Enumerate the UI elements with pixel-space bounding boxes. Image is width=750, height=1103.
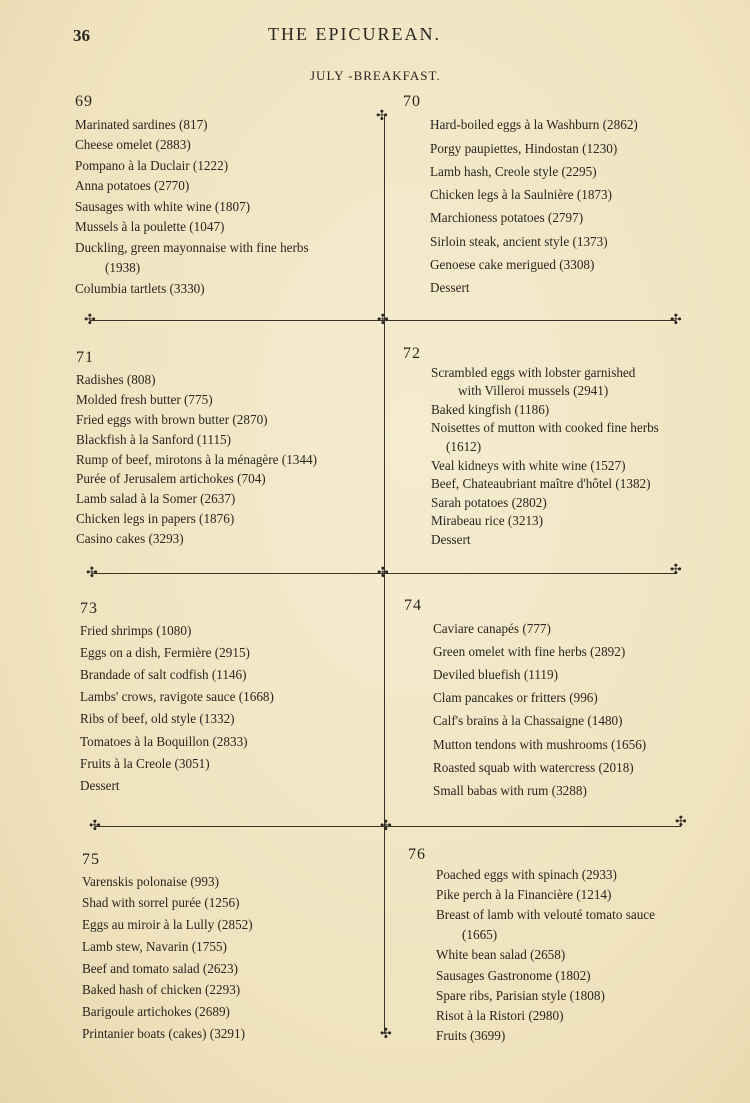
menu-item: Baked kingfish (1186) [431, 401, 550, 417]
menu-item: Tomatoes à la Boquillon (2833) [80, 733, 248, 749]
menu-number: 70 [403, 93, 421, 110]
menu-item-continuation: (1938) [105, 260, 141, 275]
menu-item: Anna potatoes (2770) [75, 178, 190, 193]
menu-item: Cheese omelet (2883) [75, 137, 191, 152]
menu-item: Green omelet with fine herbs (2892) [433, 644, 626, 660]
menu-item: Lamb stew, Navarin (1755) [82, 938, 227, 954]
menu-item: Poached eggs with spinach (2933) [436, 867, 617, 883]
menu-item: Rump of beef, mirotons à la ménagère (1344) [76, 451, 317, 467]
menu-block-71 [76, 348, 317, 549]
menu-item: Shad with sorrel purée (1256) [82, 895, 240, 911]
ornament-cross: ✣ [84, 312, 96, 328]
menu-item: Columbia tartlets (3330) [75, 280, 205, 296]
ornament-cross: ✣ [670, 312, 682, 328]
menu-item: Chicken legs in papers (1876) [76, 511, 235, 527]
menu-item: Mutton tendons with mushrooms (1656) [433, 736, 647, 752]
menu-number: 73 [80, 600, 98, 617]
menu-item: Barigoule artichokes (2689) [82, 1003, 230, 1019]
menu-block-70 [403, 90, 638, 300]
page-number: 36 [73, 26, 90, 45]
menu-item: Blackfish à la Sanford (1115) [76, 431, 232, 447]
menu-item: Lamb salad à la Somer (2637) [76, 491, 236, 507]
menu-block-75 [82, 849, 253, 1044]
menu-item: Clam pancakes or fritters (996) [433, 690, 598, 706]
menu-item-continuation: (1612) [446, 438, 482, 454]
menu-item: Beef, Chateaubriant maître d'hôtel (1382) [431, 476, 651, 492]
menu-item: Hard-boiled eggs à la Washburn (2862) [430, 117, 638, 133]
menu-item: Brandade of salt codfish (1146) [80, 667, 247, 683]
running-title: THE EPICUREAN. [268, 24, 441, 44]
menu-block-73 [80, 598, 274, 797]
menu-item: Genoese cake merigued (3308) [430, 257, 595, 273]
menu-item: Baked hash of chicken (2293) [82, 982, 241, 998]
menu-item: Duckling, green mayonnaise with fine herbs [75, 239, 309, 255]
menu-item: Dessert [431, 531, 471, 547]
ornament-cross: ✣ [376, 108, 388, 124]
menu-item: Casino cakes (3293) [76, 531, 184, 547]
menu-item: Marchioness potatoes (2797) [430, 210, 584, 226]
menu-item: Small babas with rum (3288) [433, 782, 587, 798]
ornament-cross: ✣ [86, 565, 98, 581]
menu-number: 75 [82, 851, 100, 868]
menu-item: Sarah potatoes (2802) [431, 494, 547, 510]
menu-item: Sausages with white wine (1807) [75, 198, 251, 214]
menu-item: Veal kidneys with white wine (1527) [431, 457, 626, 473]
menu-item: Porgy paupiettes, Hindostan (1230) [430, 140, 618, 156]
menu-item: Marinated sardines (817) [75, 116, 208, 132]
menu-number: 74 [404, 597, 422, 614]
ornament-cross: ✣ [675, 814, 687, 830]
menu-block-74 [404, 594, 646, 802]
menu-number: 69 [75, 93, 93, 110]
ornament-cross: ✣ [89, 818, 101, 834]
menu-item: Risot à la Ristori (2980) [436, 1007, 564, 1023]
menu-item: Spare ribs, Parisian style (1808) [436, 987, 605, 1003]
menu-item: Eggs on a dish, Fermière (2915) [80, 645, 250, 661]
menu-item: Scrambled eggs with lobster garnished [431, 364, 636, 380]
menu-item: Ribs of beef, old style (1332) [80, 711, 235, 727]
menu-section-title: JULY -BREAKFAST. [310, 68, 441, 83]
menu-item: Dessert [80, 777, 120, 793]
ornament-cross: ✣ [670, 562, 682, 578]
menu-block-72 [403, 345, 659, 550]
menu-item: Dessert [430, 280, 470, 296]
menu-item: Purée of Jerusalem artichokes (704) [76, 471, 266, 487]
menu-item: Radishes (808) [76, 371, 156, 387]
menu-item: Mirabeau rice (3213) [431, 513, 544, 529]
menu-item: Molded fresh butter (775) [76, 391, 213, 407]
menu-item: Caviare canapés (777) [433, 621, 551, 637]
menu-item: Beef and tomato salad (2623) [82, 960, 239, 976]
menu-item: Fruits à la Creole (3051) [80, 755, 210, 771]
menu-item: Sirloin steak, ancient style (1373) [430, 233, 608, 249]
menu-item: Calf's brains à la Chassaigne (1480) [433, 713, 623, 729]
menu-item-continuation: (1665) [462, 927, 498, 943]
menu-item: Varenskis polonaise (993) [82, 873, 219, 889]
menu-block-69 [75, 92, 309, 299]
menu-item: Eggs au miroir à la Lully (2852) [82, 917, 253, 933]
menu-item: Fruits (3699) [436, 1027, 506, 1043]
menu-item: Pike perch à la Financière (1214) [436, 887, 612, 903]
menu-item: Lambs' crows, ravigote sauce (1668) [80, 689, 274, 705]
ornament-cross: ✣ [380, 1026, 392, 1042]
menu-number: 71 [76, 349, 94, 366]
menu-item: Roasted squab with watercress (2018) [433, 759, 634, 775]
menu-item: Pompano à la Duclair (1222) [75, 157, 229, 173]
ornament-cross: ✣ [377, 312, 389, 328]
menu-item: Fried eggs with brown butter (2870) [76, 411, 268, 427]
menu-item: White bean salad (2658) [436, 947, 566, 963]
menu-item: Breast of lamb with velouté tomato sauce [436, 907, 655, 923]
menu-item: Lamb hash, Creole style (2295) [430, 163, 597, 179]
ornament-cross: ✣ [377, 565, 389, 581]
menu-block-76 [408, 845, 655, 1046]
menu-item: Fried shrimps (1080) [80, 623, 192, 639]
menu-item: Sausages Gastronome (1802) [436, 967, 591, 983]
menu-item: Deviled bluefish (1119) [433, 667, 559, 683]
menu-item: Mussels à la poulette (1047) [75, 219, 225, 234]
menu-item: Printanier boats (cakes) (3291) [82, 1025, 245, 1041]
menu-number: 76 [408, 846, 426, 863]
ornament-cross: ✣ [380, 818, 392, 834]
menu-item-continuation: with Villeroi mussels (2941) [458, 383, 609, 399]
menu-number: 72 [403, 345, 421, 362]
menu-item: Chicken legs à la Saulnière (1873) [430, 187, 613, 203]
menu-item: Noisettes of mutton with cooked fine herbs [431, 420, 659, 436]
